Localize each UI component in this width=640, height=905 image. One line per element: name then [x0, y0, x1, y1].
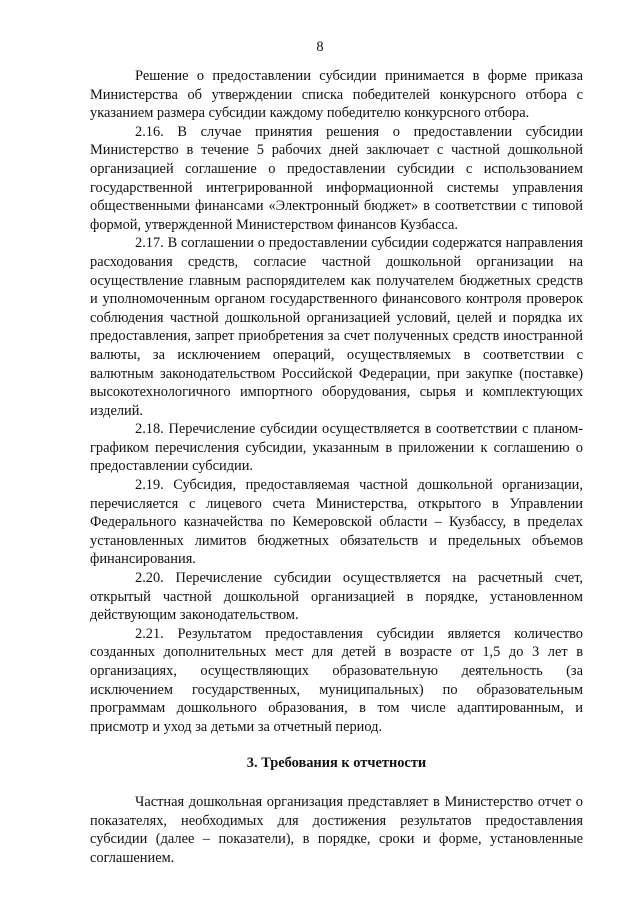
paragraph-2-21: 2.21. Результатом предоставления субсидии является количество созданных дополнительных мест для детей в возрасте от 1,5 до 3 лет в организациях, осуществляющих образовательную деятельность (за исключением государственных, муниципальных) по образовательным программам дошкольного образования, в том числе адаптированным, и присмотр и уход за детьми за отчетный период. [90, 625, 583, 735]
paragraph-2-19: 2.19. Субсидия, предоставляемая частной дошкольной организации, перечисляется с лицевого счета Министерства, открытого в Управлении Федерального казначейства по Кемеровской области – Кузбассу, в пределах установленных лимитов бюджетных обязательств и предельных объемов финансирования. [90, 477, 583, 568]
paragraph-2-20: 2.20. Перечисление субсидии осуществляется на расчетный счет, открытый частной дошкольной организацией в порядке, установленном действующим законодательством. [90, 570, 583, 624]
page-number: 8 [316, 39, 324, 55]
paragraph-2-18: 2.18. Перечисление субсидии осуществляется в соответствии с планом-графиком перечисления субсидии, указанным в приложении к соглашению о предоставлении субсидии. [90, 421, 583, 475]
paragraph-reporting: Частная дошкольная организация представляет в Министерство отчет о показателях, необходимых для достижения результатов предоставления субсидии (далее – показатели), в порядке, сроки и форме, установленные соглашением. [90, 793, 583, 866]
paragraph-2-17: 2.17. В соглашении о предоставлении субсидии содержатся направления расходования средств, согласие частной дошкольной организации на осуществление главным распорядителем как получателем бюджетных средств и уполномоченным органом государственного финансового контроля проверок соблюдения частной дошкольной организацией условий, целей и порядка их предоставления, запрет приобретения за счет полученных средств иностранной валюты, за исключением операций, осуществляемых в соответствии с валютным законодательством Российской Федерации, при закупке (поставке) высокотехнологичного импортного оборудования, сырья и комплектующих изделий. [90, 235, 583, 419]
paragraph-2-16: 2.16. В случае принятия решения о предоставлении субсидии Министерство в течение 5 рабочих дней заключает с частной дошкольной организацией соглашение о предоставлении субсидии с использованием государственной интегрированной информационной системы управления общественными финансами «Электронный бюджет» в соответствии с типовой формой, утвержденной Министерством финансов Кузбасса. [90, 123, 583, 233]
paragraph-decision: Решение о предоставлении субсидии принимается в форме приказа Министерства об утверждении списка победителей конкурсного отбора с указанием размера субсидии каждому победителю конкурсного отбора. [90, 68, 583, 122]
document-body [90, 67, 583, 867]
section-heading-reporting: 3. Требования к отчетности [246, 755, 427, 772]
